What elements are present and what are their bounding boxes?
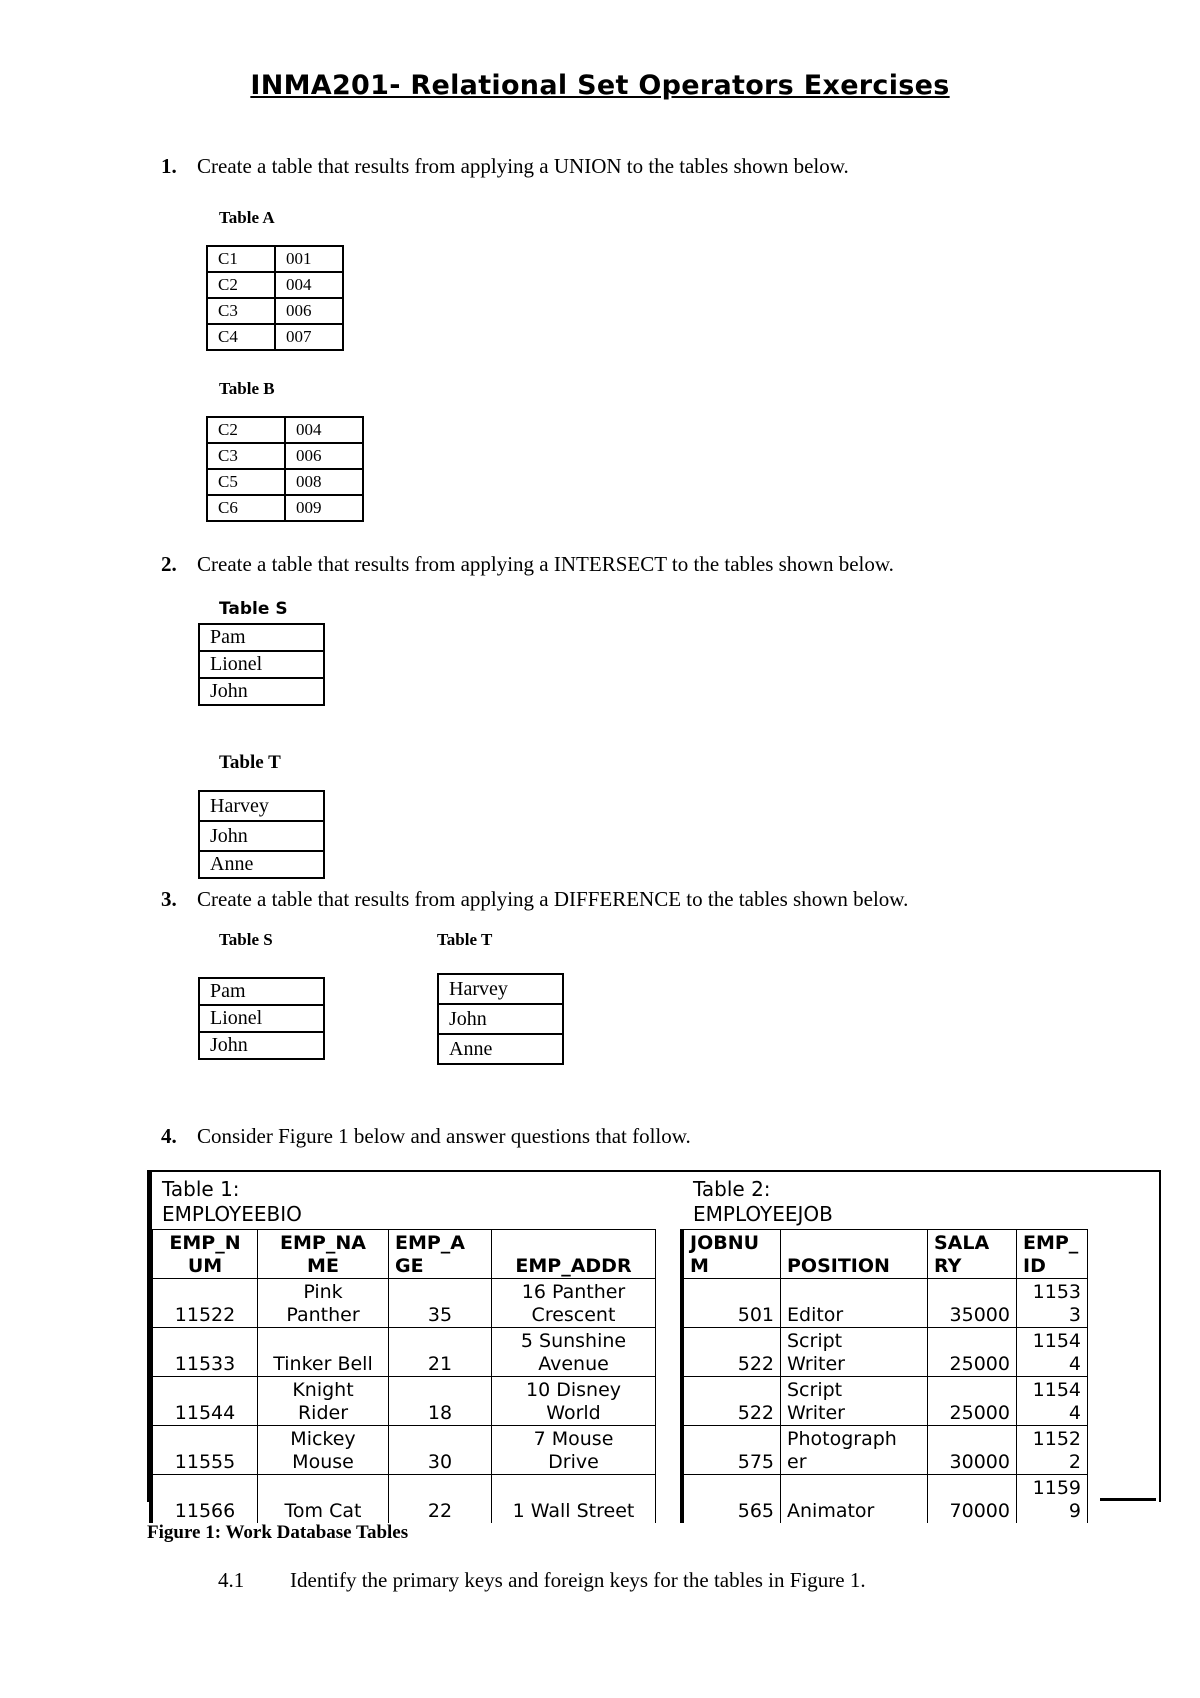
table-cell: Knight Rider	[258, 1377, 389, 1426]
table-cell: 16 Panther Crescent	[492, 1279, 656, 1328]
table-cell: C4	[207, 324, 275, 350]
table-cell: 22	[389, 1475, 492, 1524]
table-cell: Lionel	[199, 1005, 324, 1032]
table-cell: John	[199, 821, 324, 851]
table-cell: 004	[275, 272, 343, 298]
table-1-name: EMPLOYEEBIO	[162, 1202, 302, 1226]
table-cell: Animator	[781, 1475, 928, 1524]
table-cell: Photograph er	[781, 1426, 928, 1475]
table-cell: Script Writer	[781, 1377, 928, 1426]
question-4-1-number: 4.1	[218, 1568, 245, 1592]
table-cell: 10 Disney World	[492, 1377, 656, 1426]
table-cell: 30	[389, 1426, 492, 1475]
question-2-text: Create a table that results from applying a INTERSECT to the tables shown below.	[197, 552, 894, 576]
table-t-caption: Table T	[437, 930, 493, 949]
column-header: EMP_ ID	[1017, 1230, 1088, 1279]
question-4-text: Consider Figure 1 below and answer questions that follow.	[197, 1124, 691, 1148]
table-row	[438, 1004, 563, 1034]
table-cell: 11544	[151, 1377, 258, 1426]
table-t	[198, 790, 325, 879]
table-cell: Editor	[781, 1279, 928, 1328]
table-cell: 008	[285, 469, 363, 495]
table-s	[198, 623, 325, 706]
figure-caption: Figure 1: Work Database Tables	[147, 1522, 409, 1543]
table-row	[438, 1034, 563, 1064]
table-1-title-line: Table 1:	[162, 1177, 240, 1201]
column-header: JOBNU M	[682, 1230, 781, 1279]
table-row	[199, 821, 324, 851]
table-row	[199, 1005, 324, 1032]
table-cell: 001	[275, 246, 343, 272]
table-cell: C3	[207, 443, 285, 469]
table-cell: John	[199, 1032, 324, 1059]
table-row	[199, 678, 324, 705]
table-row	[682, 1328, 1088, 1377]
page-title: INMA201- Relational Set Operators Exercises	[250, 70, 950, 101]
table-2-title	[693, 1177, 833, 1227]
table-cell: Anne	[438, 1034, 563, 1064]
table-row	[207, 495, 363, 521]
table-cell: Tinker Bell	[258, 1328, 389, 1377]
table-cell: Tom Cat	[258, 1475, 389, 1524]
table-cell: C3	[207, 298, 275, 324]
table-row	[199, 978, 324, 1005]
table-row	[438, 974, 563, 1004]
table-cell: 5 Sunshine Avenue	[492, 1328, 656, 1377]
table-cell: 7 Mouse Drive	[492, 1426, 656, 1475]
table-b	[206, 416, 364, 522]
table-row	[151, 1279, 656, 1328]
table-cell: 575	[682, 1426, 781, 1475]
table-row	[682, 1426, 1088, 1475]
table-cell: 70000	[928, 1475, 1017, 1524]
table-cell: 35000	[928, 1279, 1017, 1328]
table-cell: C2	[207, 272, 275, 298]
table-row	[682, 1475, 1088, 1524]
table-cell: 522	[682, 1377, 781, 1426]
table-cell: 1154 4	[1017, 1377, 1088, 1426]
table-row	[199, 1032, 324, 1059]
table-cell: 11566	[151, 1475, 258, 1524]
table-cell: 11555	[151, 1426, 258, 1475]
table-header-row	[151, 1230, 656, 1279]
table-a-caption: Table A	[219, 208, 275, 227]
table-s	[198, 977, 325, 1060]
table-cell: 30000	[928, 1426, 1017, 1475]
table-2-title-line: Table 2:	[693, 1177, 771, 1201]
column-header: EMP_NA ME	[258, 1230, 389, 1279]
table-row	[207, 417, 363, 443]
table-row	[207, 443, 363, 469]
table-cell: 006	[275, 298, 343, 324]
employeejob-table	[680, 1229, 1088, 1523]
column-header: EMP_N UM	[151, 1230, 258, 1279]
table-cell: 18	[389, 1377, 492, 1426]
table-cell: 35	[389, 1279, 492, 1328]
table-cell: Harvey	[199, 791, 324, 821]
table-row	[207, 298, 343, 324]
question-1-text: Create a table that results from applying a UNION to the tables shown below.	[197, 154, 849, 178]
table-row	[207, 272, 343, 298]
table-cell: 1159 9	[1017, 1475, 1088, 1524]
column-header: POSITION	[781, 1230, 928, 1279]
table-row	[151, 1377, 656, 1426]
table-s-caption: Table S	[219, 930, 273, 949]
table-1-title	[162, 1177, 302, 1227]
table-cell: 501	[682, 1279, 781, 1328]
question-1-number: 1.	[161, 154, 177, 178]
table-row	[151, 1475, 656, 1524]
table-cell: Pam	[199, 978, 324, 1005]
column-header: EMP_ADDR	[492, 1230, 656, 1279]
table-t-caption: Table T	[219, 752, 281, 773]
table-row	[199, 624, 324, 651]
employeebio-table	[149, 1229, 656, 1523]
table-cell: 11522	[151, 1279, 258, 1328]
question-3-number: 3.	[161, 887, 177, 911]
table-row	[151, 1328, 656, 1377]
table-cell: 009	[285, 495, 363, 521]
table-2-name: EMPLOYEEJOB	[693, 1202, 833, 1226]
table-cell: 11533	[151, 1328, 258, 1377]
table-cell: C6	[207, 495, 285, 521]
table-cell: 006	[285, 443, 363, 469]
question-4-1-text: Identify the primary keys and foreign keys for the tables in Figure 1.	[290, 1568, 866, 1592]
table-row	[207, 246, 343, 272]
question-2-number: 2.	[161, 552, 177, 576]
table-cell: Script Writer	[781, 1328, 928, 1377]
table-cell: Pam	[199, 624, 324, 651]
column-header: EMP_A GE	[389, 1230, 492, 1279]
question-4-number: 4.	[161, 1124, 177, 1148]
table-row	[207, 324, 343, 350]
table-cell: 1152 2	[1017, 1426, 1088, 1475]
table-cell: 25000	[928, 1328, 1017, 1377]
table-row	[682, 1377, 1088, 1426]
table-a	[206, 245, 344, 351]
table-b-caption: Table B	[219, 379, 275, 398]
table-cell: 1 Wall Street	[492, 1475, 656, 1524]
table-row	[199, 651, 324, 678]
table-cell: Pink Panther	[258, 1279, 389, 1328]
table-cell: 1153 3	[1017, 1279, 1088, 1328]
table-cell: C2	[207, 417, 285, 443]
table-cell: 565	[682, 1475, 781, 1524]
table-cell: 004	[285, 417, 363, 443]
question-4-1	[218, 1568, 866, 1593]
figure-1-frame-edge	[1100, 1498, 1156, 1501]
table-row	[199, 851, 324, 878]
table-row	[199, 791, 324, 821]
table-t	[437, 973, 564, 1065]
table-cell: John	[438, 1004, 563, 1034]
table-cell: 21	[389, 1328, 492, 1377]
question-3-text: Create a table that results from applying a DIFFERENCE to the tables shown below.	[197, 887, 909, 911]
table-cell: C1	[207, 246, 275, 272]
table-cell: John	[199, 678, 324, 705]
table-header-row	[682, 1230, 1088, 1279]
table-cell: Anne	[199, 851, 324, 878]
column-header: SALA RY	[928, 1230, 1017, 1279]
table-cell: Mickey Mouse	[258, 1426, 389, 1475]
table-cell: C5	[207, 469, 285, 495]
table-cell: Lionel	[199, 651, 324, 678]
table-s-caption: Table S	[219, 599, 288, 619]
table-cell: 522	[682, 1328, 781, 1377]
table-cell: Harvey	[438, 974, 563, 1004]
table-cell: 1154 4	[1017, 1328, 1088, 1377]
table-cell: 007	[275, 324, 343, 350]
table-row	[151, 1426, 656, 1475]
table-row	[682, 1279, 1088, 1328]
table-cell: 25000	[928, 1377, 1017, 1426]
table-row	[207, 469, 363, 495]
